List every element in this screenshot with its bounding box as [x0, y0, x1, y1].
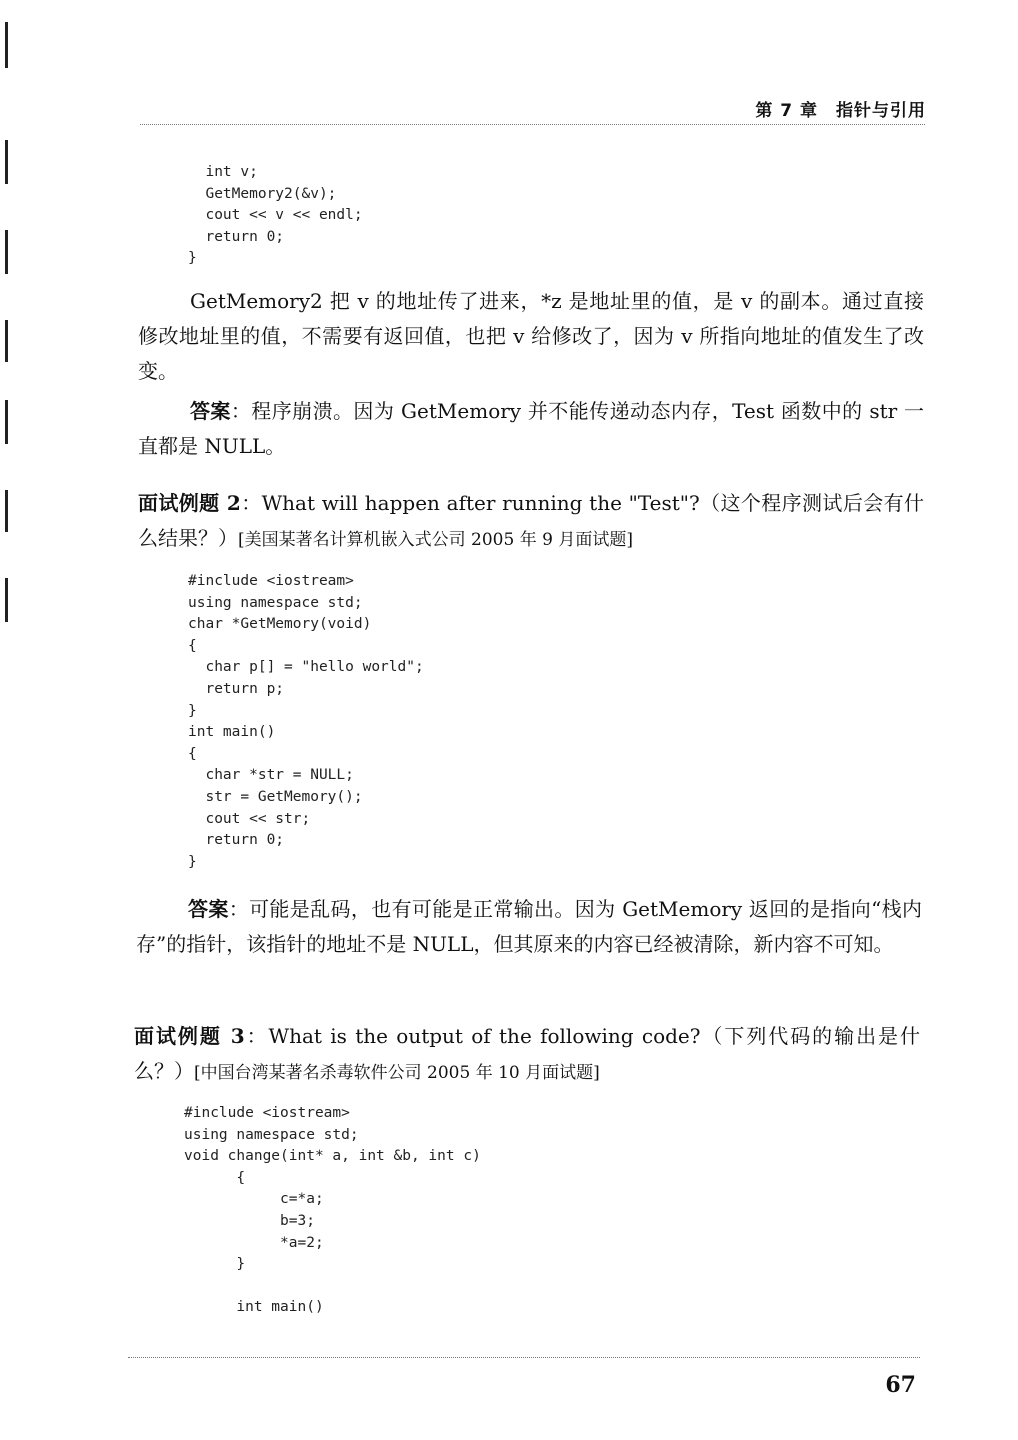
code-line: }: [184, 1256, 246, 1273]
footer-rule: [128, 1357, 920, 1358]
code-line: {: [184, 1169, 246, 1186]
answer-1-label: 答案: [190, 399, 231, 423]
code-line: }: [188, 250, 197, 267]
code-line: char p[] = "hello world";: [188, 659, 424, 676]
code-line: void change(int* a, int &b, int c): [184, 1148, 481, 1165]
margin-mark: [5, 400, 8, 444]
margin-mark: [5, 230, 8, 274]
answer-1-paragraph: [138, 394, 924, 464]
explanation-paragraph: [138, 284, 924, 389]
code-line: [184, 1276, 481, 1298]
code-line: int main(): [184, 1299, 324, 1316]
margin-mark: [5, 578, 8, 622]
running-header: [755, 96, 926, 121]
header-rule: [140, 124, 925, 125]
code-line: cout << str;: [188, 810, 311, 827]
page-number: 67: [885, 1372, 916, 1398]
question-2-paragraph: [138, 486, 924, 558]
chapter-number: 第 7 章: [755, 101, 818, 121]
code-line: return 0;: [188, 228, 285, 245]
question-3-text: ：What is the output of the following code?（下列代码的输出是什么？）: [134, 1024, 920, 1083]
code-line: #include <iostream>: [184, 1105, 350, 1121]
answer-2-label: 答案: [188, 897, 229, 921]
question-3-paragraph: [134, 1019, 920, 1091]
answer-1-text: ：程序崩溃。因为 GetMemory 并不能传递动态内存，Test 函数中的 str 一直都是 NULL。: [138, 399, 924, 458]
margin-mark: [5, 22, 8, 68]
code-line: }: [188, 853, 197, 870]
code-line: GetMemory2(&v);: [188, 185, 337, 202]
code-block-1: [188, 162, 363, 270]
code-line: int main(): [188, 724, 276, 741]
question-3-label: 面试例题 3: [134, 1024, 245, 1048]
code-line: char *str = NULL;: [188, 767, 354, 784]
question-2-text: ：What will happen after running the "Test"?（这个程序测试后会有什么结果？）: [138, 491, 924, 550]
code-line: char *GetMemory(void): [188, 616, 372, 633]
code-line: return 0;: [188, 832, 285, 849]
code-block-3: [184, 1103, 481, 1319]
explanation-text: GetMemory2 把 v 的地址传了进来，*z 是地址里的值，是 v 的副本。通过直接修改地址里的值，不需要有返回值，也把 v 给修改了，因为 v 所指向地址的值发生了改变。: [138, 289, 924, 383]
answer-2-paragraph: [136, 892, 922, 962]
question-2-label: 面试例题 2: [138, 491, 241, 515]
code-line: str = GetMemory();: [188, 788, 363, 805]
code-line: *a=2;: [184, 1234, 324, 1251]
margin-mark: [5, 140, 8, 184]
question-3-source: [中国台湾某著名杀毒软件公司 2005 年 10 月面试题]: [194, 1063, 600, 1083]
code-line: #include <iostream>: [188, 573, 354, 589]
code-line: using namespace std;: [188, 594, 363, 611]
code-line: int v;: [188, 164, 258, 180]
code-block-2: [188, 571, 424, 873]
chapter-title: 指针与引用: [836, 101, 926, 121]
code-line: using namespace std;: [184, 1126, 359, 1143]
margin-mark: [5, 490, 8, 532]
code-line: b=3;: [184, 1212, 315, 1229]
code-line: {: [188, 637, 197, 654]
code-line: return p;: [188, 680, 285, 697]
answer-2-text: ：可能是乱码，也有可能是正常输出。因为 GetMemory 返回的是指向“栈内存”的指针，该指针的地址不是 NULL，但其原来的内容已经被清除，新内容不可知。: [136, 897, 923, 956]
code-line: {: [188, 745, 197, 762]
code-line: }: [188, 702, 197, 719]
margin-mark: [5, 320, 8, 362]
code-line: c=*a;: [184, 1191, 324, 1208]
code-line: cout << v << endl;: [188, 207, 363, 224]
question-2-source: [美国某著名计算机嵌入式公司 2005 年 9 月面试题]: [238, 530, 633, 550]
